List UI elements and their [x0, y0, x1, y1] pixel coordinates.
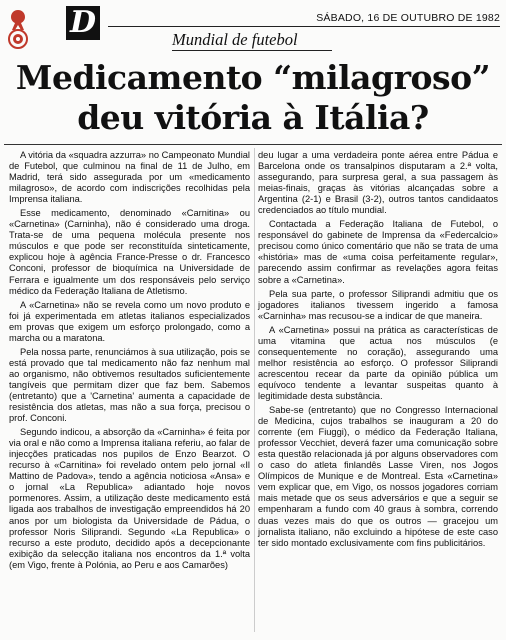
- paragraph: Sabe-se (entretanto) que no Congresso Internacional de Medicina, cujos trabalhos se inauguram a 20 do corrente (em Fiuggi), o médico da Federação Italiana, professor Vecchiet, deverá fazer uma comunicação sobre esta questão relacionada já por alguns observadores com o caso do atleta finlandês Lasse Viren, nos Jogos Olímpicos de Munique e de Montreal. Esta «Carnetina» vem explicar que, em Vigo, os nossos jogadores corriam mais metade que os seus adversários e que a seguir se empenharam a fundo com 40 graus à sombra, correndo duas vezes mais do que os outros — gracejou um jornalista italiano, não excluindo a hipótese de este caso ter sido montado exclusivamente com fins publicitários.: [258, 405, 498, 548]
- header-rule: [108, 26, 500, 27]
- paragraph: Esse medicamento, denominado «Carnitina» ou «Carnetina» (Carninha), não é considerado uma droga. Trata-se de uma pequena molécula presente nos músculos e que pode ser reconstituída sinteticamente, explicou hoje à agência France-Presse o dr. Francesco Conconi, professor de bioquímica na Universidade de Ferrara e igualmente um dos responsáveis pelo serviço médico da Federação Italiana de Atletismo.: [9, 208, 250, 296]
- paragraph: A vitória da «squadra azzurra» no Campeonato Mundial de Futebol, que culminou na final de 11 de Julho, em Madrid, terá sido assegurada por um «medicamento milagroso», de acordo com indiscrições recolhidas pela Imprensa italiana.: [9, 150, 250, 205]
- paragraph: A «Carnetina» possui na prática as características de uma vitamina que actua nos músculos (e consequentemente no coração), assegurando uma melhor resistência ao esforço. O professor Siliprandi acrescentou recear da parte da opinião pública um equívoco tendente a levantar suspeitas quanto à legitimidade desta substância.: [258, 324, 498, 401]
- paragraph: Segundo indicou, a absorção da «Carninha» é feita por via oral e não como a Imprensa italiana referiu, ao falar de injecções praticadas nos pupilos de Enzo Bearzot. O recurso à «Carnitina» foi revelado ontem pelo jornal «Il Mattino de Padova», tendo a agência noticiosa «Ansa» e o jornal «La Republica» adiantado hoje novos pormenores. Assim, a utilização deste medicamento está ligada aos trabalhos de investigação empreendidos há 20 anos por um biologista da Universidade de Pádua, o professor Noris Siliprandi. Segundo «La Republica» o recurso a este produto, decidido após a decepcionante exibição da selecção italiana nos encontros da 1.ª volta (em Vigo, frente à Polónia, ao Peru e aos Camarões): [9, 427, 250, 570]
- article-column-left: [9, 150, 250, 574]
- paragraph: deu lugar a uma verdadeira ponte aérea entre Pádua e Barcelona onde os transalpinos disputaram a 2.ª volta, assegurando, para surpresa geral, a sua passagem às meias-finais, graças às vitórias alcançadas sobre a Argentina (2-1) e Brasil (3-2), outros tantos candidaatos credenciados ao título mundial.: [258, 150, 498, 216]
- section-label: Mundial de futebol: [172, 30, 298, 49]
- paragraph: Contactada a Federação Italiana de Futebol, o responsável do gabinete de Imprensa da «Federcalcio» precisou como único comentário que não se trata de uma «história» mas de «uma coisa perfeitamente regular», parecendo assim confirmar as revelações agora feitas sobre a «Carnetina».: [258, 219, 498, 285]
- section-underline: [172, 50, 332, 51]
- article-column-right: [258, 150, 498, 552]
- column-divider: [254, 148, 255, 632]
- club-crest-icon: [8, 8, 28, 52]
- publication-date: SÁBADO, 16 DE OUTUBRO DE 1982: [316, 12, 500, 24]
- paragraph: Pela sua parte, o professor Siliprandi admitiu que os jogadores italianos tivessem ingerido a famosa «Carninha» mas recusou-se a indicar de que maneira.: [258, 288, 498, 321]
- paragraph: A «Carnetina» não se revela como um novo produto e foi já experimentada em atletas italianos especializados em provas que exigem um esforço prolongado, como a marcha ou a maratona.: [9, 299, 250, 343]
- masthead-logo: D: [66, 6, 100, 40]
- paragraph: Pela nossa parte, renunciámos à sua utilização, pois se está provado que tal medicamento não faz nenhum mal ao organismo, não obtivemos resultados suficientemente tangíveis que permitam dizer que faz bem. Sabemos (entretanto) que a 'Carnetina' aumenta a capacidade de resistência dos atletas, mas não a sua força, precisou o prof. Conconi.: [9, 346, 250, 424]
- headline-line-1: Medicamento “milagroso”: [15, 58, 491, 97]
- headline-line-2: deu vitória à Itália?: [77, 98, 429, 137]
- headline-rule: [4, 144, 502, 145]
